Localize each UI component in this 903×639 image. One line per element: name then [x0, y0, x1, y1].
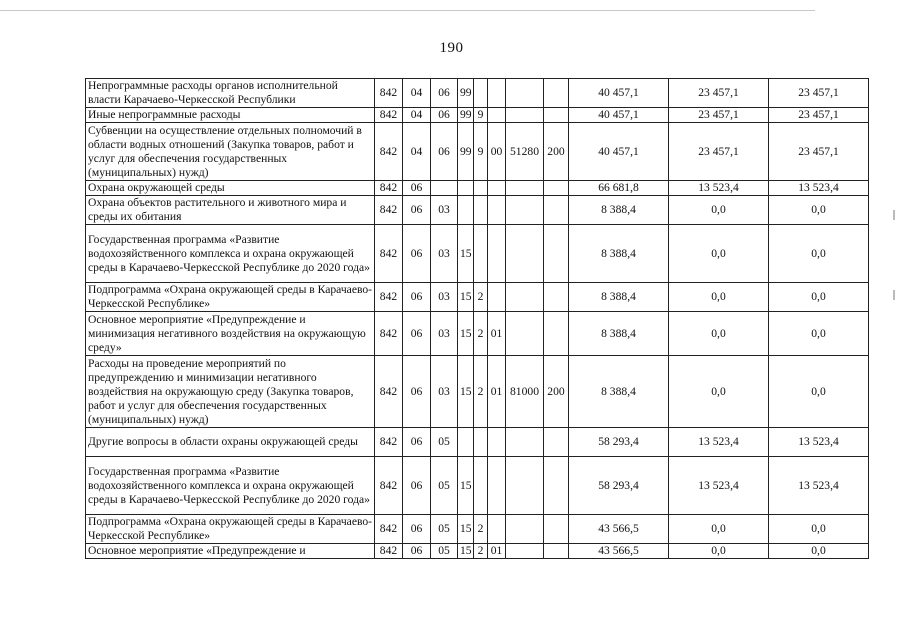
amount-year-1: 43 566,5	[569, 515, 669, 544]
expense-type-code	[544, 79, 569, 108]
section-code: 04	[403, 79, 431, 108]
program-code: 99	[458, 123, 474, 181]
amount-year-2: 0,0	[669, 225, 769, 283]
subprogram-code: 2	[474, 544, 488, 559]
amount-year-2: 13 523,4	[669, 181, 769, 196]
section-code: 06	[403, 283, 431, 312]
direction-code	[506, 428, 544, 457]
program-code: 15	[458, 515, 474, 544]
amount-year-3: 13 523,4	[769, 428, 869, 457]
row-name: Охрана объектов растительного и животного мира и среды их обитания	[86, 196, 375, 225]
subsection-code: 05	[431, 457, 458, 515]
event-code	[488, 457, 506, 515]
table-row	[86, 181, 869, 196]
expense-type-code	[544, 283, 569, 312]
program-code	[458, 428, 474, 457]
ministry-code: 842	[375, 457, 403, 515]
row-name: Охрана окружающей среды	[86, 181, 375, 196]
event-code: 01	[488, 312, 506, 356]
ministry-code: 842	[375, 225, 403, 283]
subsection-code: 06	[431, 79, 458, 108]
direction-code	[506, 181, 544, 196]
amount-year-1: 43 566,5	[569, 544, 669, 559]
subprogram-code	[474, 457, 488, 515]
section-code: 06	[403, 428, 431, 457]
amount-year-3: 23 457,1	[769, 79, 869, 108]
section-code: 06	[403, 312, 431, 356]
section-code: 06	[403, 181, 431, 196]
table-row	[86, 283, 869, 312]
subprogram-code: 2	[474, 312, 488, 356]
expense-type-code	[544, 457, 569, 515]
expense-type-code	[544, 428, 569, 457]
row-name: Субвенции на осуществление отдельных полномочий в области водных отношений (Закупка товаров, работ и услуг для обеспечения государственных (муниципальных) нужд)	[86, 123, 375, 181]
section-code: 06	[403, 196, 431, 225]
amount-year-3: 13 523,4	[769, 457, 869, 515]
amount-year-2: 0,0	[669, 356, 769, 428]
program-code	[458, 196, 474, 225]
row-name: Другие вопросы в области охраны окружающей среды	[86, 428, 375, 457]
expense-type-code	[544, 225, 569, 283]
section-code: 06	[403, 544, 431, 559]
margin-mark	[893, 210, 895, 220]
amount-year-3: 13 523,4	[769, 181, 869, 196]
amount-year-2: 0,0	[669, 283, 769, 312]
row-name: Государственная программа «Развитие водохозяйственного комплекса и охрана окружающей среды в Карачаево-Черкесской Республике до 2020 года»	[86, 225, 375, 283]
budget-table	[85, 78, 869, 559]
subprogram-code	[474, 196, 488, 225]
amount-year-3: 23 457,1	[769, 123, 869, 181]
section-code: 06	[403, 225, 431, 283]
amount-year-2: 0,0	[669, 312, 769, 356]
row-name: Непрограммные расходы органов исполнительной власти Карачаево-Черкесской Республики	[86, 79, 375, 108]
row-name: Расходы на проведение мероприятий по предупреждению и минимизации негативного воздействия на окружающую среду (Закупка товаров, работ и услуг для обеспечения государственных (муниципальных) нужд)	[86, 356, 375, 428]
amount-year-1: 8 388,4	[569, 312, 669, 356]
table-row	[86, 428, 869, 457]
amount-year-1: 40 457,1	[569, 123, 669, 181]
expense-type-code	[544, 181, 569, 196]
amount-year-3: 0,0	[769, 515, 869, 544]
amount-year-2: 23 457,1	[669, 108, 769, 123]
row-name: Подпрограмма «Охрана окружающей среды в Карачаево-Черкесской Республике»	[86, 283, 375, 312]
program-code: 15	[458, 457, 474, 515]
subsection-code: 03	[431, 196, 458, 225]
subsection-code: 03	[431, 225, 458, 283]
section-code: 06	[403, 457, 431, 515]
expense-type-code: 200	[544, 356, 569, 428]
subprogram-code: 9	[474, 123, 488, 181]
direction-code	[506, 79, 544, 108]
amount-year-1: 66 681,8	[569, 181, 669, 196]
subsection-code: 03	[431, 312, 458, 356]
event-code: 00	[488, 123, 506, 181]
table-row	[86, 312, 869, 356]
program-code: 15	[458, 225, 474, 283]
ministry-code: 842	[375, 181, 403, 196]
event-code	[488, 283, 506, 312]
amount-year-1: 40 457,1	[569, 108, 669, 123]
subprogram-code: 2	[474, 356, 488, 428]
table-row	[86, 196, 869, 225]
expense-type-code	[544, 312, 569, 356]
event-code	[488, 225, 506, 283]
table-row	[86, 79, 869, 108]
direction-code: 81000	[506, 356, 544, 428]
ministry-code: 842	[375, 108, 403, 123]
ministry-code: 842	[375, 428, 403, 457]
expense-type-code	[544, 196, 569, 225]
amount-year-2: 23 457,1	[669, 79, 769, 108]
section-code: 06	[403, 515, 431, 544]
amount-year-2: 13 523,4	[669, 457, 769, 515]
subsection-code: 03	[431, 283, 458, 312]
amount-year-2: 0,0	[669, 544, 769, 559]
event-code: 01	[488, 544, 506, 559]
program-code: 15	[458, 356, 474, 428]
program-code: 15	[458, 544, 474, 559]
amount-year-1: 8 388,4	[569, 225, 669, 283]
table-row	[86, 356, 869, 428]
table-row	[86, 123, 869, 181]
subprogram-code	[474, 428, 488, 457]
subsection-code: 05	[431, 544, 458, 559]
subsection-code: 05	[431, 428, 458, 457]
ministry-code: 842	[375, 196, 403, 225]
section-code: 04	[403, 108, 431, 123]
ministry-code: 842	[375, 123, 403, 181]
subsection-code: 05	[431, 515, 458, 544]
direction-code	[506, 108, 544, 123]
direction-code	[506, 225, 544, 283]
amount-year-1: 58 293,4	[569, 457, 669, 515]
direction-code	[506, 196, 544, 225]
page-number: 190	[439, 40, 464, 56]
ministry-code: 842	[375, 283, 403, 312]
table-row	[86, 457, 869, 515]
table-row	[86, 225, 869, 283]
event-code	[488, 428, 506, 457]
section-code: 06	[403, 356, 431, 428]
program-code: 15	[458, 312, 474, 356]
row-name: Основное мероприятие «Предупреждение и минимизация негативного воздействия на окружающую среду»	[86, 312, 375, 356]
subprogram-code	[474, 79, 488, 108]
subsection-code: 03	[431, 356, 458, 428]
event-code	[488, 181, 506, 196]
row-name: Подпрограмма «Охрана окружающей среды в Карачаево-Черкесской Республике»	[86, 515, 375, 544]
ministry-code: 842	[375, 79, 403, 108]
program-code: 15	[458, 283, 474, 312]
table-row	[86, 515, 869, 544]
direction-code	[506, 283, 544, 312]
event-code	[488, 196, 506, 225]
amount-year-1: 40 457,1	[569, 79, 669, 108]
amount-year-2: 0,0	[669, 196, 769, 225]
event-code	[488, 108, 506, 123]
subsection-code: 06	[431, 123, 458, 181]
subsection-code: 06	[431, 108, 458, 123]
amount-year-3: 23 457,1	[769, 108, 869, 123]
scan-edge-line	[0, 10, 815, 11]
expense-type-code	[544, 108, 569, 123]
amount-year-3: 0,0	[769, 544, 869, 559]
amount-year-3: 0,0	[769, 225, 869, 283]
budget-table-body	[86, 79, 869, 559]
amount-year-3: 0,0	[769, 283, 869, 312]
expense-type-code: 200	[544, 123, 569, 181]
direction-code: 51280	[506, 123, 544, 181]
event-code	[488, 515, 506, 544]
program-code: 99	[458, 108, 474, 123]
ministry-code: 842	[375, 356, 403, 428]
program-code: 99	[458, 79, 474, 108]
amount-year-1: 8 388,4	[569, 283, 669, 312]
section-code: 04	[403, 123, 431, 181]
subprogram-code: 2	[474, 283, 488, 312]
direction-code	[506, 544, 544, 559]
amount-year-1: 8 388,4	[569, 356, 669, 428]
row-name: Государственная программа «Развитие водохозяйственного комплекса и охрана окружающей среды в Карачаево-Черкесской Республике до 2020 года»	[86, 457, 375, 515]
amount-year-2: 0,0	[669, 515, 769, 544]
event-code: 01	[488, 356, 506, 428]
amount-year-1: 8 388,4	[569, 196, 669, 225]
amount-year-3: 0,0	[769, 356, 869, 428]
direction-code	[506, 312, 544, 356]
table-row	[86, 108, 869, 123]
subprogram-code	[474, 181, 488, 196]
subprogram-code: 9	[474, 108, 488, 123]
row-name: Основное мероприятие «Предупреждение и	[86, 544, 375, 559]
subprogram-code: 2	[474, 515, 488, 544]
expense-type-code	[544, 515, 569, 544]
amount-year-2: 23 457,1	[669, 123, 769, 181]
event-code	[488, 79, 506, 108]
direction-code	[506, 515, 544, 544]
ministry-code: 842	[375, 312, 403, 356]
subprogram-code	[474, 225, 488, 283]
ministry-code: 842	[375, 515, 403, 544]
amount-year-2: 13 523,4	[669, 428, 769, 457]
subsection-code	[431, 181, 458, 196]
amount-year-3: 0,0	[769, 312, 869, 356]
margin-mark	[893, 290, 895, 300]
table-row	[86, 544, 869, 559]
amount-year-3: 0,0	[769, 196, 869, 225]
direction-code	[506, 457, 544, 515]
ministry-code: 842	[375, 544, 403, 559]
program-code	[458, 181, 474, 196]
row-name: Иные непрограммные расходы	[86, 108, 375, 123]
amount-year-1: 58 293,4	[569, 428, 669, 457]
expense-type-code	[544, 544, 569, 559]
